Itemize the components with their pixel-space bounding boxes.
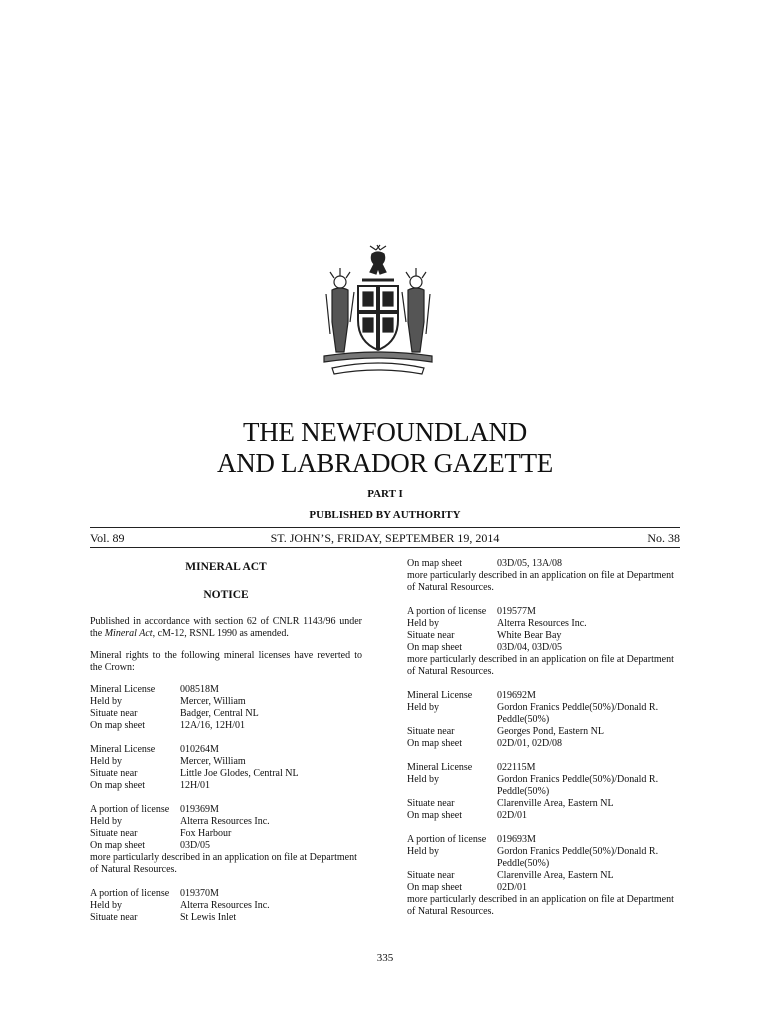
license-row: [407, 702, 681, 726]
license-field-value: Little Joe Glodes, Central NL: [180, 768, 299, 779]
license-field-label: On map sheet: [407, 558, 462, 569]
license-row: [90, 840, 362, 852]
license-note: more particularly described in an application on file at Department of Natural Resources.: [90, 852, 357, 875]
left-column: [90, 558, 362, 936]
license-field-label: On map sheet: [90, 720, 145, 731]
license-field-label: A portion of license: [90, 888, 170, 899]
dateline-top-rule: [90, 527, 680, 528]
license-field-value: 019693M: [497, 834, 536, 845]
license-entry: [90, 684, 362, 732]
license-row: [407, 558, 681, 570]
part-label: PART I: [367, 488, 403, 500]
license-field-value: Fox Harbour: [180, 828, 232, 839]
license-field-label: On map sheet: [407, 642, 462, 653]
license-field-value: Gordon Franics Peddle(50%)/Donald R. Peddle(50%): [497, 846, 659, 869]
license-field-value: Mercer, William: [180, 756, 246, 767]
license-entry: [407, 834, 681, 918]
license-note: more particularly described in an application on file at Department of Natural Resources.: [407, 894, 674, 917]
license-field-label: On map sheet: [407, 882, 462, 893]
license-field-label: Situate near: [407, 726, 455, 737]
license-row: [407, 618, 681, 630]
gazette-title-line2: AND LABRADOR GAZETTE: [217, 448, 553, 478]
license-field-value: Gordon Franics Peddle(50%)/Donald R. Peddle(50%): [497, 702, 659, 725]
license-field-label: Held by: [90, 696, 122, 707]
reverted-paragraph: Mineral rights to the following mineral licenses have reverted to the Crown:: [90, 650, 362, 673]
left-license-list: [90, 684, 362, 924]
license-row: [407, 690, 681, 702]
license-field-value: 010264M: [180, 744, 219, 755]
license-row: [407, 762, 681, 774]
license-row: [90, 744, 362, 756]
license-field-label: Situate near: [407, 870, 455, 881]
license-field-value: Gordon Franics Peddle(50%)/Donald R. Peddle(50%): [497, 774, 659, 797]
license-field-value: 019370M: [180, 888, 219, 899]
license-row: [90, 696, 362, 708]
license-row: [407, 606, 681, 618]
license-entry: [90, 888, 362, 924]
coat-of-arms-icon: [318, 244, 438, 380]
published-by-label: PUBLISHED BY AUTHORITY: [309, 509, 461, 521]
license-field-label: On map sheet: [90, 780, 145, 791]
license-row: [90, 684, 362, 696]
license-field-value: White Bear Bay: [497, 630, 562, 641]
license-row: [407, 630, 681, 642]
license-row: [90, 756, 362, 768]
license-row: [90, 708, 362, 720]
license-field-label: A portion of license: [407, 606, 487, 617]
license-row: [90, 900, 362, 912]
license-entry: [90, 804, 362, 876]
license-row: [407, 846, 681, 870]
license-field-value: St Lewis Inlet: [180, 912, 237, 923]
license-note: more particularly described in an application on file at Department of Natural Resources.: [407, 570, 674, 593]
license-row: [407, 834, 681, 846]
license-field-value: 02D/01, 02D/08: [497, 738, 562, 749]
license-field-value: 02D/01: [497, 882, 527, 893]
license-field-label: Mineral License: [90, 744, 156, 755]
license-entry: [90, 744, 362, 792]
license-field-label: Mineral License: [407, 690, 473, 701]
license-row: [407, 642, 681, 654]
license-field-value: 02D/01: [497, 810, 527, 821]
license-row: [90, 804, 362, 816]
right-license-list: [407, 558, 681, 918]
license-entry: [407, 762, 681, 822]
license-field-label: Held by: [90, 756, 122, 767]
license-field-value: Mercer, William: [180, 696, 246, 707]
license-field-label: A portion of license: [407, 834, 487, 845]
license-field-value: 03D/04, 03D/05: [497, 642, 562, 653]
issue-number: No. 38: [647, 531, 680, 545]
notice-heading: NOTICE: [203, 589, 249, 601]
act-name-italic: Mineral Act: [104, 628, 153, 639]
license-field-value: Badger, Central NL: [180, 708, 259, 719]
license-row: [90, 720, 362, 732]
license-row: [90, 828, 362, 840]
license-row: [90, 768, 362, 780]
intro-text-end: , cM-12, RSNL 1990 as amended.: [152, 628, 289, 639]
license-field-label: On map sheet: [407, 738, 462, 749]
license-field-label: Mineral License: [90, 684, 156, 695]
license-field-value: 022115M: [497, 762, 536, 773]
license-field-label: Held by: [90, 816, 122, 827]
right-column: [407, 558, 681, 930]
license-entry: [407, 690, 681, 750]
intro-text-start: Published in accordance with section 62 of CNLR 1143/96 under the: [90, 616, 362, 639]
license-field-value: 008518M: [180, 684, 219, 695]
license-row: [90, 888, 362, 900]
gazette-title-line1: THE NEWFOUNDLAND: [243, 417, 527, 447]
dateline-bottom-rule: [90, 547, 680, 548]
license-field-label: Held by: [90, 900, 122, 911]
license-field-value: Alterra Resources Inc.: [497, 618, 587, 629]
license-field-label: Situate near: [407, 630, 455, 641]
license-field-label: Situate near: [90, 768, 138, 779]
license-field-value: 12H/01: [180, 780, 210, 791]
license-field-label: On map sheet: [407, 810, 462, 821]
license-field-label: Situate near: [90, 708, 138, 719]
license-field-label: Situate near: [407, 798, 455, 809]
license-entry: [407, 606, 681, 678]
license-field-value: 12A/16, 12H/01: [180, 720, 245, 731]
dateline: [90, 530, 680, 546]
volume-number: Vol. 89: [90, 531, 125, 545]
license-field-label: Situate near: [90, 912, 138, 923]
license-row: [407, 870, 681, 882]
license-field-value: Alterra Resources Inc.: [180, 816, 270, 827]
license-field-label: Situate near: [90, 828, 138, 839]
license-field-value: 019577M: [497, 606, 536, 617]
act-heading: MINERAL ACT: [185, 561, 267, 573]
license-row: [407, 798, 681, 810]
license-field-value: Georges Pond, Eastern NL: [497, 726, 605, 737]
license-field-value: 03D/05, 13A/08: [497, 558, 562, 569]
license-row: [90, 816, 362, 828]
license-field-value: 03D/05: [180, 840, 210, 851]
license-row: [407, 726, 681, 738]
license-field-label: Held by: [407, 702, 439, 713]
license-note: more particularly described in an application on file at Department of Natural Resources.: [407, 654, 674, 677]
license-field-label: Held by: [407, 774, 439, 785]
license-field-label: On map sheet: [90, 840, 145, 851]
license-field-value: Clarenville Area, Eastern NL: [497, 798, 614, 809]
license-row: [407, 882, 681, 894]
page-number: 335: [376, 952, 394, 964]
license-row: [407, 738, 681, 750]
license-field-label: Held by: [407, 618, 439, 629]
license-field-label: A portion of license: [90, 804, 170, 815]
license-row: [90, 780, 362, 792]
license-row: [407, 810, 681, 822]
license-field-value: 019369M: [180, 804, 219, 815]
license-field-label: Mineral License: [407, 762, 473, 773]
license-field-value: Alterra Resources Inc.: [180, 900, 270, 911]
license-entry: [407, 558, 681, 594]
intro-paragraph: [90, 616, 362, 640]
license-field-label: Held by: [407, 846, 439, 857]
license-row: [90, 912, 362, 924]
issue-date: ST. JOHN’S, FRIDAY, SEPTEMBER 19, 2014: [270, 531, 500, 545]
license-field-value: Clarenville Area, Eastern NL: [497, 870, 614, 881]
license-field-value: 019692M: [497, 690, 536, 701]
license-row: [407, 774, 681, 798]
